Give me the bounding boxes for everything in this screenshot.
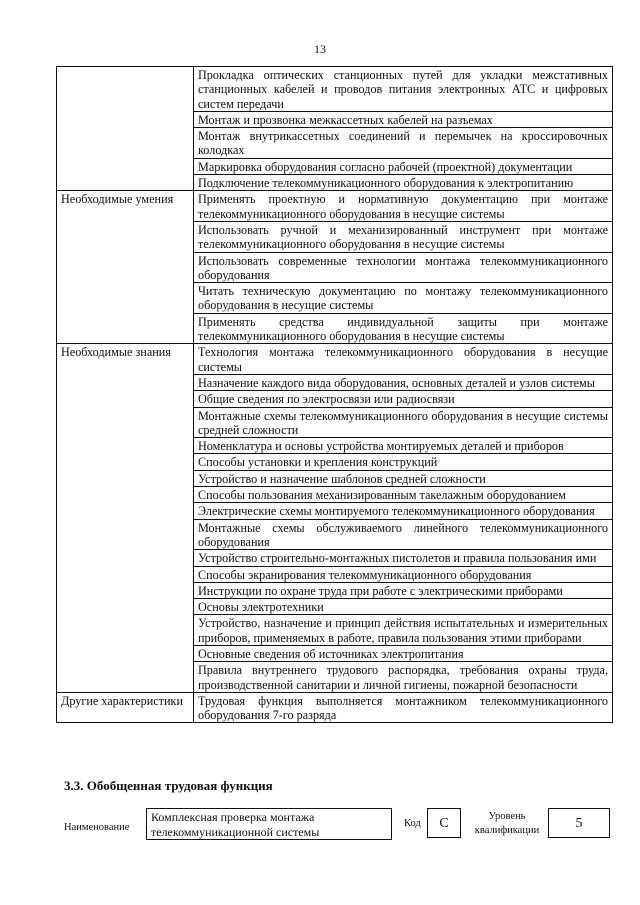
row-text: Трудовая функция выполняется монтажником телекоммуникационного оборудования 7-го разряда <box>194 692 613 723</box>
row-text: Способы пользования механизированным такелажным оборудованием <box>194 487 613 503</box>
section-title: 3.3. Обобщенная трудовая функция <box>64 778 273 793</box>
name-label: Наименование <box>64 822 130 833</box>
row-text: Номенклатура и основы устройства монтируемых деталей и приборов <box>194 438 613 454</box>
row-text: Монтаж внутрикассетных соединений и перемычек на кроссировочных колодках <box>194 128 613 159</box>
page-number: 13 <box>314 42 326 56</box>
row-text: Общие сведения по электросвязи или радиосвязи <box>194 391 613 407</box>
row-text: Маркировка оборудования согласно рабочей (проектной) документации <box>194 158 613 174</box>
table-row <box>57 692 613 723</box>
row-text: Читать техническую документацию по монтажу телекоммуникационного оборудования в несущие системы <box>194 283 613 314</box>
row-label <box>57 67 194 191</box>
row-text: Основы электротехники <box>194 599 613 615</box>
row-text: Основные сведения об источниках электропитания <box>194 645 613 661</box>
table-row <box>57 67 613 112</box>
code-value-box: C <box>427 808 461 838</box>
name-value-box: Комплексная проверка монтажа телекоммуникационной системы <box>146 808 392 840</box>
row-text: Применять средства индивидуальной защиты при монтаже телекоммуникационного оборудования в несущие системы <box>194 313 613 344</box>
row-label-other: Другие характеристики <box>57 692 194 723</box>
row-text: Способы экранирования телекоммуникационного оборудования <box>194 566 613 582</box>
row-text: Использовать ручной и механизированный инструмент при монтаже телекоммуникационного оборудования в несущие системы <box>194 221 613 252</box>
qualification-level-box: 5 <box>548 808 610 838</box>
row-text: Способы установки и крепления конструкций <box>194 454 613 470</box>
row-text: Использовать современные технологии монтажа телекоммуникационного оборудования <box>194 252 613 283</box>
row-text: Монтажные схемы телекоммуникационного оборудования в несущие системы средней сложности <box>194 407 613 438</box>
qualification-level-label: Уровень квалификации <box>474 811 540 836</box>
row-text: Устройство, назначение и принцип действия испытательных и измерительных приборов, применяемых в работе, правила пользования этими приборами <box>194 615 613 646</box>
row-text: Назначение каждого вида оборудования, основных деталей и узлов системы <box>194 374 613 390</box>
row-text: Подключение телекоммуникационного оборудования к электропитанию <box>194 175 613 191</box>
code-label: Код <box>404 818 421 829</box>
row-text: Устройство и назначение шаблонов средней сложности <box>194 470 613 486</box>
row-text: Прокладка оптических станционных путей для укладки межстативных станционных кабелей и проводов питания электронных АТС и цифровых систем передачи <box>194 67 613 112</box>
row-label-skills: Необходимые умения <box>57 191 194 344</box>
row-text: Технология монтажа телекоммуникационного оборудования в несущие системы <box>194 344 613 375</box>
competency-table <box>56 66 613 723</box>
row-text: Устройство строительно-монтажных пистолетов и правила пользования ими <box>194 550 613 566</box>
row-text: Применять проектную и нормативную документацию при монтаже телекоммуникационного оборудования в несущие системы <box>194 191 613 222</box>
row-label-knowledge: Необходимые знания <box>57 344 194 693</box>
row-text: Монтаж и прозвонка межкассетных кабелей на разъемах <box>194 111 613 127</box>
row-text: Монтажные схемы обслуживаемого линейного телекоммуникационного оборудования <box>194 519 613 550</box>
table-row <box>57 344 613 375</box>
table-row <box>57 191 613 222</box>
row-text: Инструкции по охране труда при работе с электрическими приборами <box>194 582 613 598</box>
row-text: Правила внутреннего трудового распорядка, требования охраны труда, производственной санитарии и личной гигиены, пожарной безопасности <box>194 662 613 693</box>
row-text: Электрические схемы монтируемого телекоммуникационного оборудования <box>194 503 613 519</box>
